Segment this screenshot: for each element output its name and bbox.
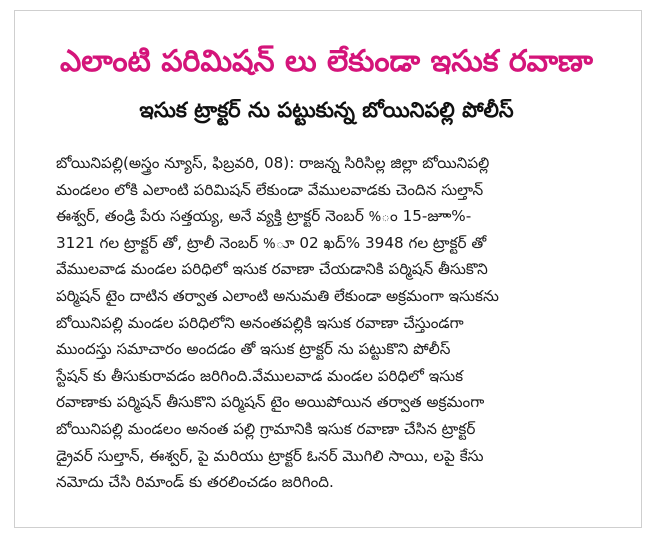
article-body: [56, 150, 611, 496]
body-line: బోయినిపల్లి మండల పరిధిలోని అనంతపల్లికి ఇసుక రవాణా చేస్తుండగా: [56, 313, 464, 332]
body-line: రవాణాకు పర్మిషన్ తీసుకొని పర్మిషన్ టైం అయిపోయిన తర్వాత అక్రమంగా: [56, 393, 485, 412]
body-line: డ్రైవర్ సుల్తాన్, ఈశ్వర్, పై మరియు ట్రాక్టర్ ఓనర్ మొగిలి సాయి, లపై కేసు: [56, 446, 484, 465]
body-line: వేములవాడ మండల పరిధిలో ఇసుక రవాణా చేయడానికి పర్మిషన్ తీసుకొని: [56, 260, 488, 279]
headline: ఎలాంటి పరిమిషన్ లు లేకుండా ఇసుక రవాణా: [59, 44, 594, 79]
body-line: మండలం లోకి ఎలాంటి పరిమిషన్ లేకుండా వేములవాడకు చెందిన సుల్తాన్: [56, 180, 484, 199]
subheadline: ఇసుక ట్రాక్టర్ ను పట్టుకున్న బోయినిపల్లి పోలీస్: [139, 98, 514, 122]
body-line: ఈశ్వర్, తండ్రి పేరు సత్తయ్య, అనే వ్యక్తి ట్రాక్టర్ నెంబర్ %ం 15-జూా%-: [56, 207, 472, 226]
body-line: బోయినిపల్లి(అస్త్రం న్యూస్, ఫిబ్రవరి, 08): రాజన్న సిరిసిల్ల జిల్లా బోయినిపల్లి: [56, 154, 490, 172]
body-line: బోయినిపల్లి మండలం అనంత పల్లి గ్రామానికి ఇసుక రవాణా చేసిన ట్రాక్టర్: [56, 419, 476, 438]
body-line: నమోదు చేసి రిమాండ్ కు తరలించడం జరిగింది.: [56, 473, 334, 492]
body-line: ముందస్తు సమాచారం అందడం తో ఇసుక ట్రాక్టర్ ను పట్టుకొని పోలీస్: [56, 340, 451, 359]
body-line: స్టేషన్ కు తీసుకురావడం జరిగింది.వేములవాడ మండల పరిధిలో ఇసుక: [56, 366, 464, 385]
body-line: 3121 గల ట్రాక్టర్ తో, ట్రాలీ నెంబర్ %ూ 02 ఖద్% 3948 గల ట్రాక్టర్ తో: [56, 233, 487, 252]
body-line: పర్మిషన్ టైం దాటిన తర్వాత ఎలాంటి అనుమతి లేకుండా అక్రమంగా ఇసుకను: [56, 286, 499, 305]
